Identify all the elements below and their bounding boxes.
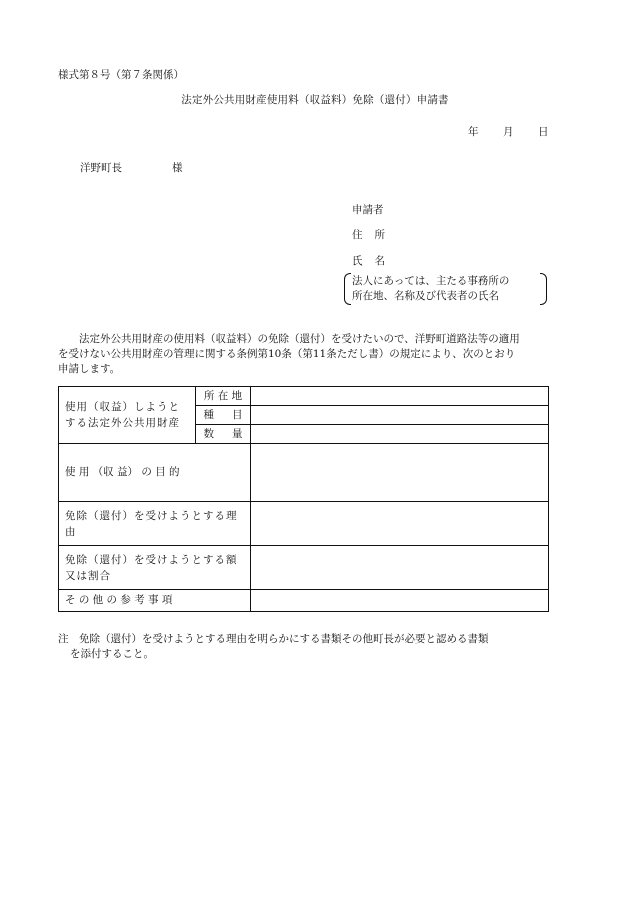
purpose-label: 使 用 （収 益） の 目 的 [59,444,251,502]
name-label: 氏 名 [352,255,385,267]
body-line-3: 申請します。 [58,363,121,375]
exemption-reason-field[interactable] [251,502,549,546]
exemption-amount-field[interactable] [251,546,549,590]
honorific: 様 [172,162,183,174]
bracket-right [540,273,547,305]
date-month: 月 [503,126,514,138]
address-label: 住 所 [352,229,385,241]
application-form-table [58,386,549,612]
footnote-line-2: を添付すること。 [70,648,154,660]
document-title: 法定外公共用財産使用料（収益料）免除（還付）申請書 [181,94,449,106]
quantity-label: 数 量 [196,425,251,444]
property-label: 使用（収益）しようとする法定外公共用財産 [59,387,196,444]
corporate-note-line-1: 法人にあっては、主たる事務所の [352,275,510,287]
footnote [58,632,489,662]
other-notes-field[interactable] [251,590,549,612]
corporate-note-line-2: 所在地、名称及び代表者の氏名 [352,290,499,302]
type-label: 種 目 [196,406,251,425]
bracket-left [344,273,351,305]
addressee: 洋野町長 [80,162,122,174]
date-year: 年 [468,126,479,138]
corporate-note [344,273,547,305]
location-label: 所 在 地 [196,387,251,406]
type-field[interactable] [251,406,549,425]
footnote-line-1: 注 免除（還付）を受けようとする理由を明らかにする書類その他町長が必要と認める書類 [58,633,489,645]
purpose-field[interactable] [251,444,549,502]
applicant-label: 申請者 [352,204,384,216]
application-body [58,332,560,377]
quantity-field[interactable] [251,425,549,444]
date-day: 日 [538,126,549,138]
exemption-reason-label: 免除（還付）を受けようとする理由 [59,502,251,546]
other-notes-label: そ の 他 の 参 考 事 項 [59,590,251,612]
location-field[interactable] [251,387,549,406]
body-line-2: を受けない公共用財産の管理に関する条例第10条（第11条ただし書）の規定により、次のとおり [58,348,516,360]
exemption-amount-label: 免除（還付）を受けようとする額又は割合 [59,546,251,590]
form-number: 様式第８号（第７条関係） [58,69,184,81]
body-line-1: 法定外公共用財産の使用料（収益料）の免除（還付）を受けたいので、洋野町道路法等の適用 [79,333,520,345]
